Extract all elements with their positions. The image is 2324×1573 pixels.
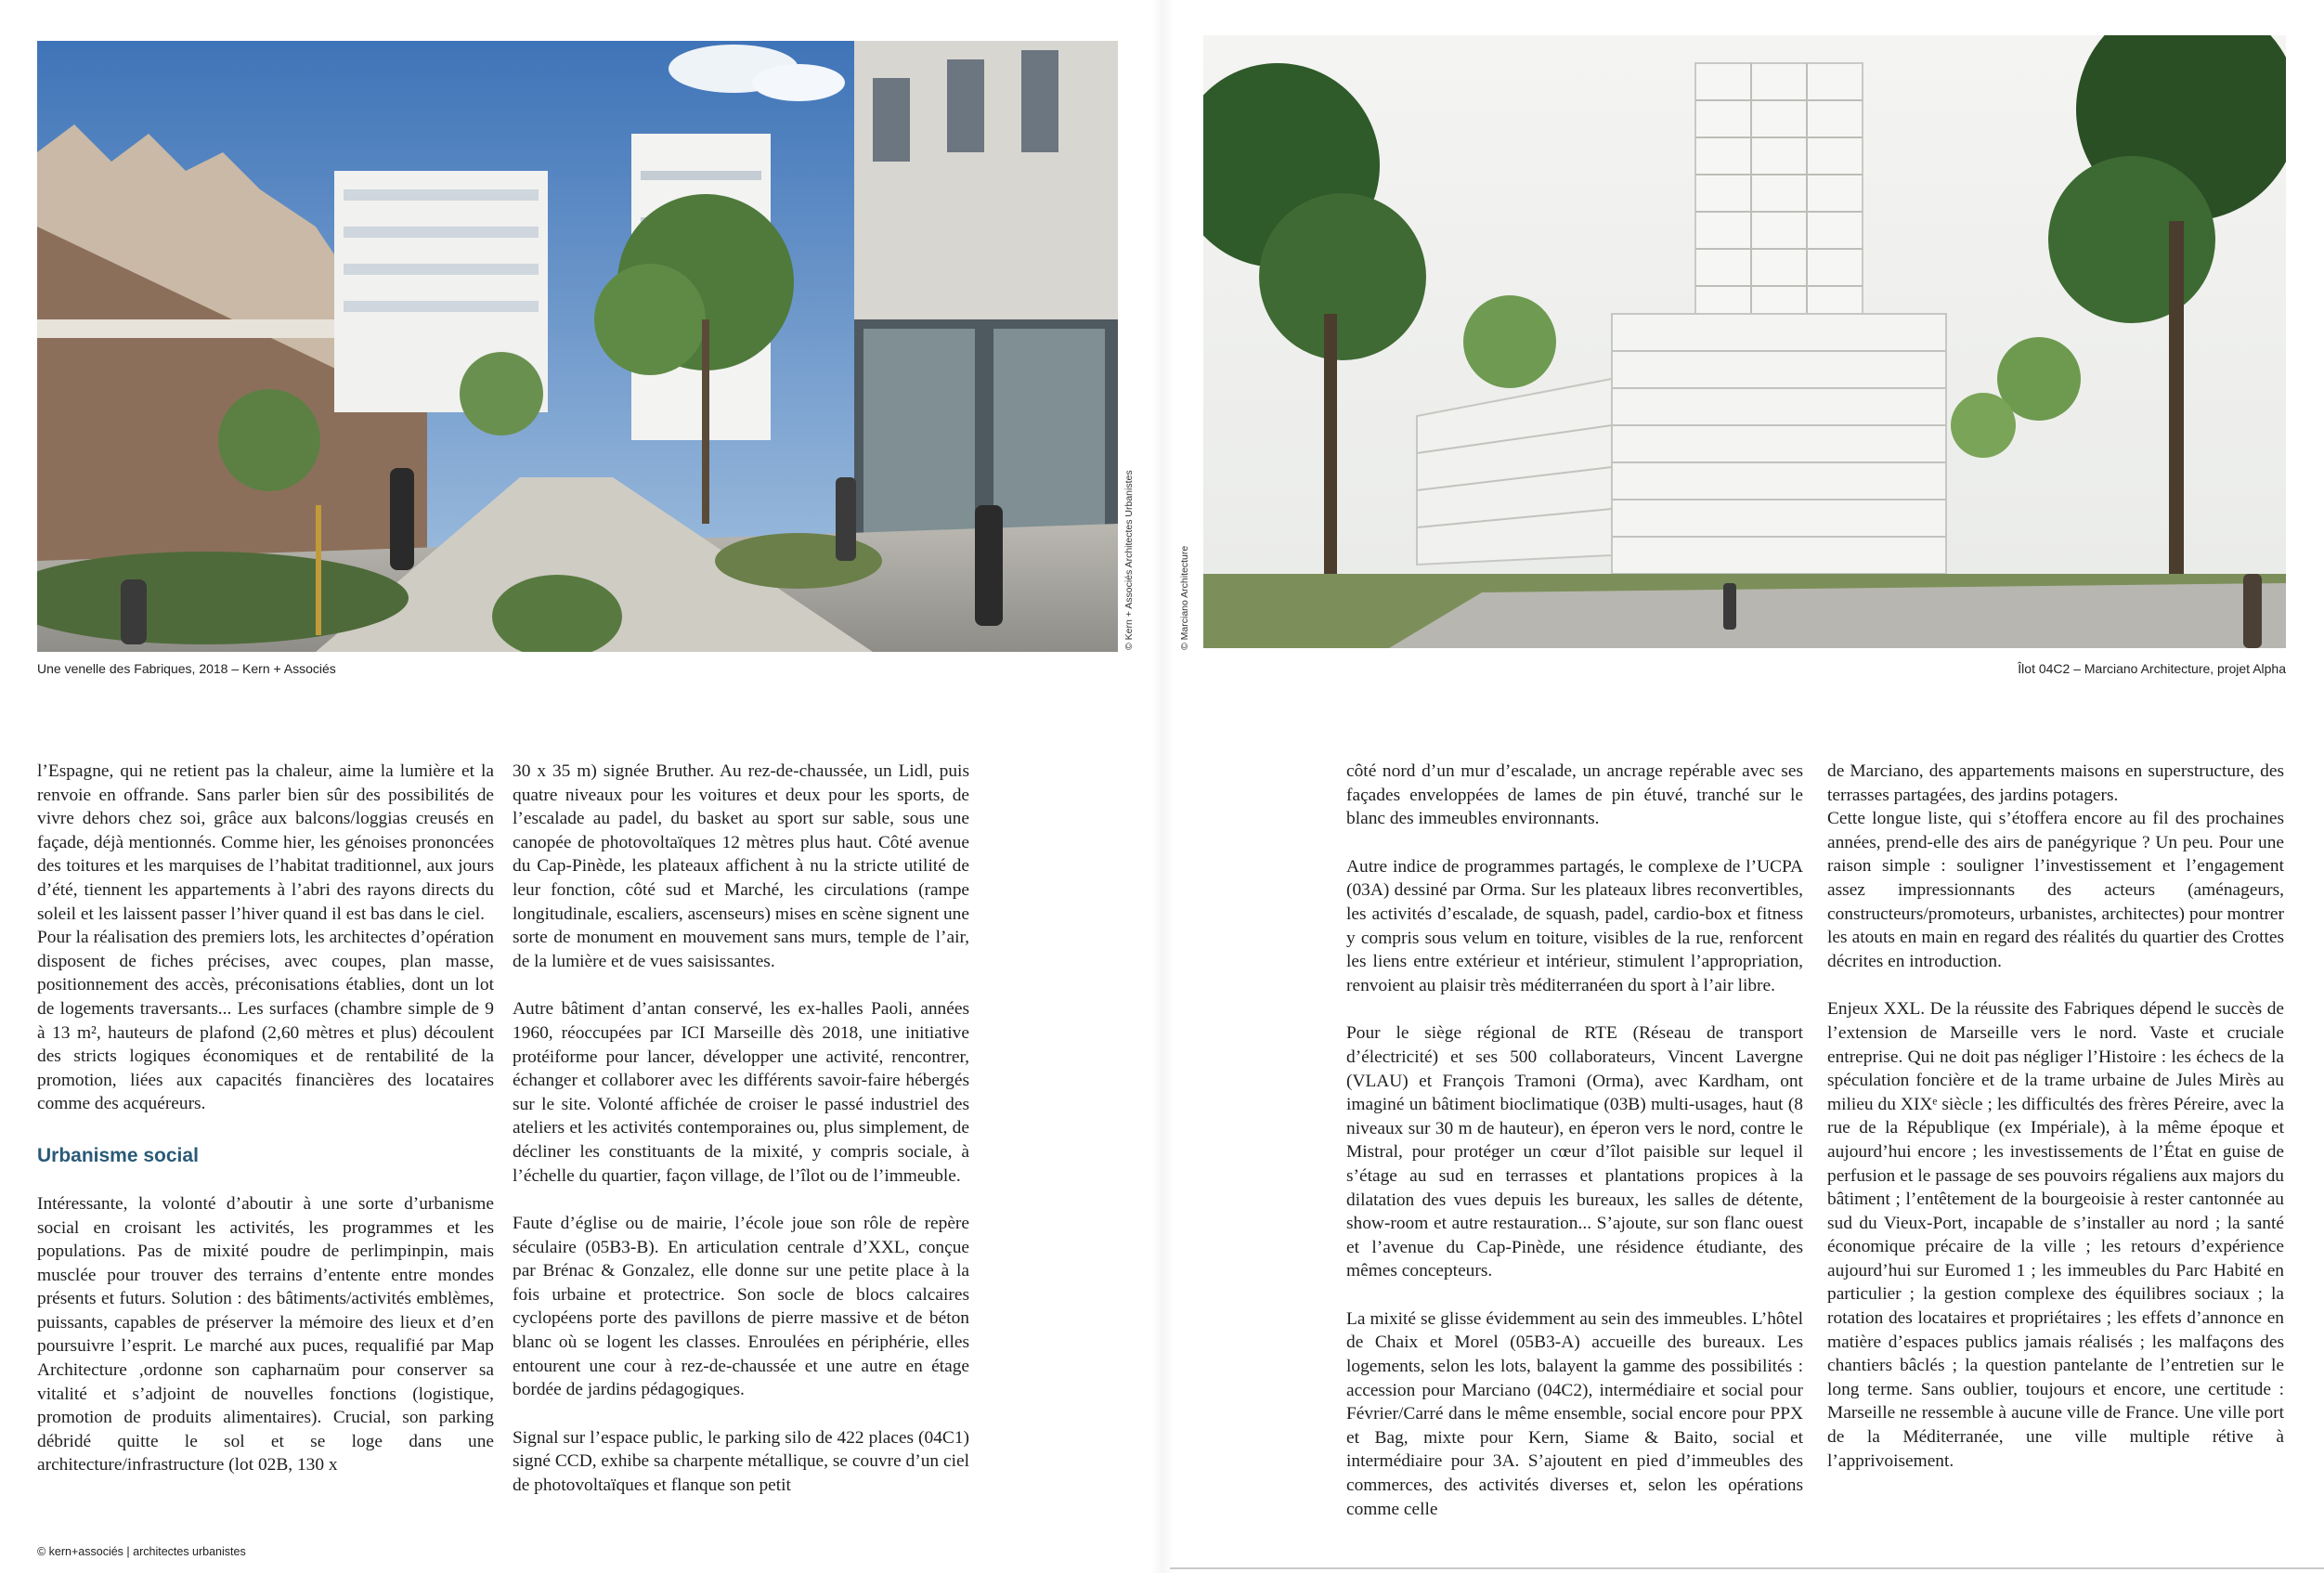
ilot-04c2-rendering-photo [1203,35,2286,648]
venelle-rendering-image [37,41,1118,652]
paragraph: Pour la réalisation des premiers lots, les architectes d’opération disposent de fiches précises, avec coupes, plan masse, positionnement des accès, préconisations établies, dont un lot de logements traversants... Les surfaces (chambre simple de 9 à 13 m², hauteurs de plafond (2,60 mètres et plus) découlent des stricts logiques économiques et de rentabilité de la promotion, liées aux capacités financières des locataires comme des acquéreurs. [37,928,494,1114]
paragraph: Cette longue liste, qui s’étoffera encore au fil des prochaines années, prend-elle des airs de panégyrique ? Un peu. Pour une raison simple : souligner l’investissement et l’engagement assez impressionnants des acteurs (aménageurs, constructeurs/promoteurs, urbanistes, architectes) pour montrer les atouts en main en regard des réalités du quartier des Crottes décrites en introduction. [1827,809,2284,971]
paragraph: côté nord d’un mur d’escalade, un ancrage repérable avec ses façades enveloppées de lames de pin étuvé, tranché sur le blanc des immeubles environnants. [1346,761,1803,829]
article-column-4 [1827,760,2284,1532]
paragraph: Autre bâtiment d’antan conservé, les ex-halles Paoli, années 1960, réoccupées par ICI Marseille dès 2018, une initiative protéiforme pour lancer, développer une activité, rencontrer, échanger et collaborer avec les différents savoir-faire hébergés sur le site. Volonté affichée de croiser le passé industriel des ateliers et les activités contemporaines ou, plus simplement, de décliner les constituants de la mixité, y compris sociale, à l’échelle du quartier, façon village, de l’îlot ou de l’immeuble. [513,999,969,1186]
right-photo-credit: © Marciano Architecture [1179,545,1190,650]
paragraph: Autre indice de programmes partagés, le complexe de l’UCPA (03A) dessiné par Orma. Sur les plateaux libres reconvertibles, les activités d’escalade, de squash, padel, cardio-box et fitness y compris sous velum en toiture, visibles de la rue, renforcent les liens entre extérieur et intérieur, stimulent l’appropriation, renvoient au plaisir très méditerranéen du sport à l’air libre. [1346,856,1803,995]
paragraph: La mixité se glisse évidemment au sein des immeubles. L’hôtel de Chaix et Morel (05B3-A) accueille des bureaux. Les logements, selon les lots, balayent la gamme des possibilités : accession pour Marciano (04C2), intermédiaire et social pour Février/Carré dans le même ensemble, social encore pour PPX et Bag, mixte pour Kern, Siame & Baito, social et intermédiaire pour 3A. S’ajoutent en pied d’immeubles des commerces, des activités diverses et, selon les opérations comme celle [1346,1308,1803,1519]
paragraph: Signal sur l’espace public, le parking silo de 422 places (04C1) signé CCD, exhibe sa charpente métallique, se couvre d’un ciel de photovoltaïques et flanque son petit [513,1427,969,1496]
page-footer-credit: © kern+associés | architectes urbanistes [37,1545,246,1558]
page-gutter [1151,0,1174,1573]
left-photo-credit: © Kern + Associés Architectes Urbanistes [1123,470,1135,650]
ilot-04c2-rendering-image [1203,35,2286,648]
paragraph: Pour le siège régional de RTE (Réseau de transport d’électricité) et ses 500 collaborateurs, Vincent Lavergne (VLAU) et François Tramoni (Orma), avec Kardham, ont imaginé un bâtiment bioclimatique (03B) multi-usages, haut (8 niveaux sur 30 m de hauteur), en éperon vers le nord, contre le Mistral, pour protéger un cœur d’îlot paisible sur lequel il s’étage au sud en terrasses et plantations propices à la dilatation des vues depuis les bureaux, les salles de détente, show-room et autre restauration... S’ajoute, sur son flanc ouest et l’avenue du Cap-Pinède, une résidence étudiante, des mêmes concepteurs. [1346,1023,1803,1281]
paragraph: Intéressante, la volonté d’aboutir à une sorte d’urbanisme social en croisant les activités, les programmes et les populations. Pas de mixité poudre de perlimpinpin, mais musclée pour trouver des terrains d’entente entre mondes présents et futurs. Solution : des bâtiments/activités emblèmes, puissants, capables de préserver la mémoire des lieux et d’en poursuivre l’esprit. Le marché aux puces, requalifié par Map Architecture ,ordonne son capharnaüm pour conserver sa vitalité et s’adjoint de nouvelles fonctions (logistique, promotion de produits alimentaires). Crucial, son parking débridé quitte le sol et se loge dans une architecture/infrastructure (lot 02B, 130 x [37,1193,494,1476]
article-column-2 [513,760,969,1532]
article-column-1 [37,760,494,1532]
section-heading: Urbanisme social [37,1144,199,1166]
article-column-3 [1346,760,1803,1532]
paragraph: 30 x 35 m) signée Bruther. Au rez-de-chaussée, un Lidl, puis quatre niveaux pour les voitures et deux pour les sports, de l’escalade au padel, du basket au sport sur sable, sous une canopée de photovoltaïques 12 mètres plus haut. Côté avenue du Cap-Pinède, les plateaux affichent à nu la stricte utilité de leur fonction, côté sud et Marché, les circulations (rampe longitudinale, escaliers, ascenseurs) mises en scène signent une sorte de monument en mouvement sans murs, temple de l’air, de la lumière et de vues saisissantes. [513,761,969,971]
left-photo-caption: Une venelle des Fabriques, 2018 – Kern + Associés [37,661,336,676]
paragraph: de Marciano, des appartements maisons en superstructure, des terrasses partagées, des jardins potagers. [1827,761,2284,805]
paragraph: l’Espagne, qui ne retient pas la chaleur, aime la lumière et la renvoie en offrande. Sans parler bien sûr des possibilités de vivre dehors chez soi, grâce aux balcons/loggias creusés en façade, déjà mentionnés. Comme hier, les génoises prononcées des toitures et les marquises de l’habitat traditionnel, aux jours d’été, tiennent les appartements à l’abri des rayons directs du soleil et les laissent passer l’hiver quand il est bas dans le ciel. [37,761,494,924]
right-photo-caption: Îlot 04C2 – Marciano Architecture, projet Alpha [2018,661,2286,676]
paragraph: Enjeux XXL. De la réussite des Fabriques dépend le succès de l’extension de Marseille vers le nord. Vaste et cruciale entreprise. Qui ne doit pas négliger l’Histoire : les échecs de la spéculation foncière et de la trame urbaine de Jules Mirès au milieu du XIXᵉ siècle ; les difficultés des frères Péreire, avec la rue de la République (ex Impériale), à la même époque et aujourd’hui encore ; les investissements de l’État en guise de perfusion et le passage de ses pouvoirs régaliens aux majors du bâtiment ; l’entêtement de la bourgeoisie à rester cantonnée au sud du Vieux-Port, incapable de s’installer au nord ; la santé économique précaire de la ville ; les retours d’expérience aujourd’hui sur Euromed 1 ; les immeubles du Parc Habité en particulier ; la gestion complexe des équilibres sociaux ; la rotation des locataires et propriétaires ; les effets d’annonce en matière d’espaces publics jamais réalisés ; les malfaçons des chantiers bâclés ; la question pantelante de l’entretien sur le long terme. Sans oublier, toujours et encore, une certitude : Marseille ne ressemble à aucune ville de France. Une ville port de la Méditerranée, une ville multiple rétive à l’apprivoisement. [1827,999,2284,1471]
page-bottom-rule [1170,1567,2324,1569]
venelle-rendering-photo [37,41,1118,652]
paragraph: Faute d’église ou de mairie, l’école joue son rôle de repère séculaire (05B3-B). En articulation centrale d’XXL, conçue par Brénac & Gonzalez, elle donne sur une petite place à la fois urbaine et protectrice. Son socle de blocs calcaires cyclopéens porte des pavillons de pierre massive et de béton blanc où se logent les classes. Enroulées en périphérie, elles entourent une cour à rez-de-chaussée et une autre en étage bordée de jardins pédagogiques. [513,1214,969,1400]
